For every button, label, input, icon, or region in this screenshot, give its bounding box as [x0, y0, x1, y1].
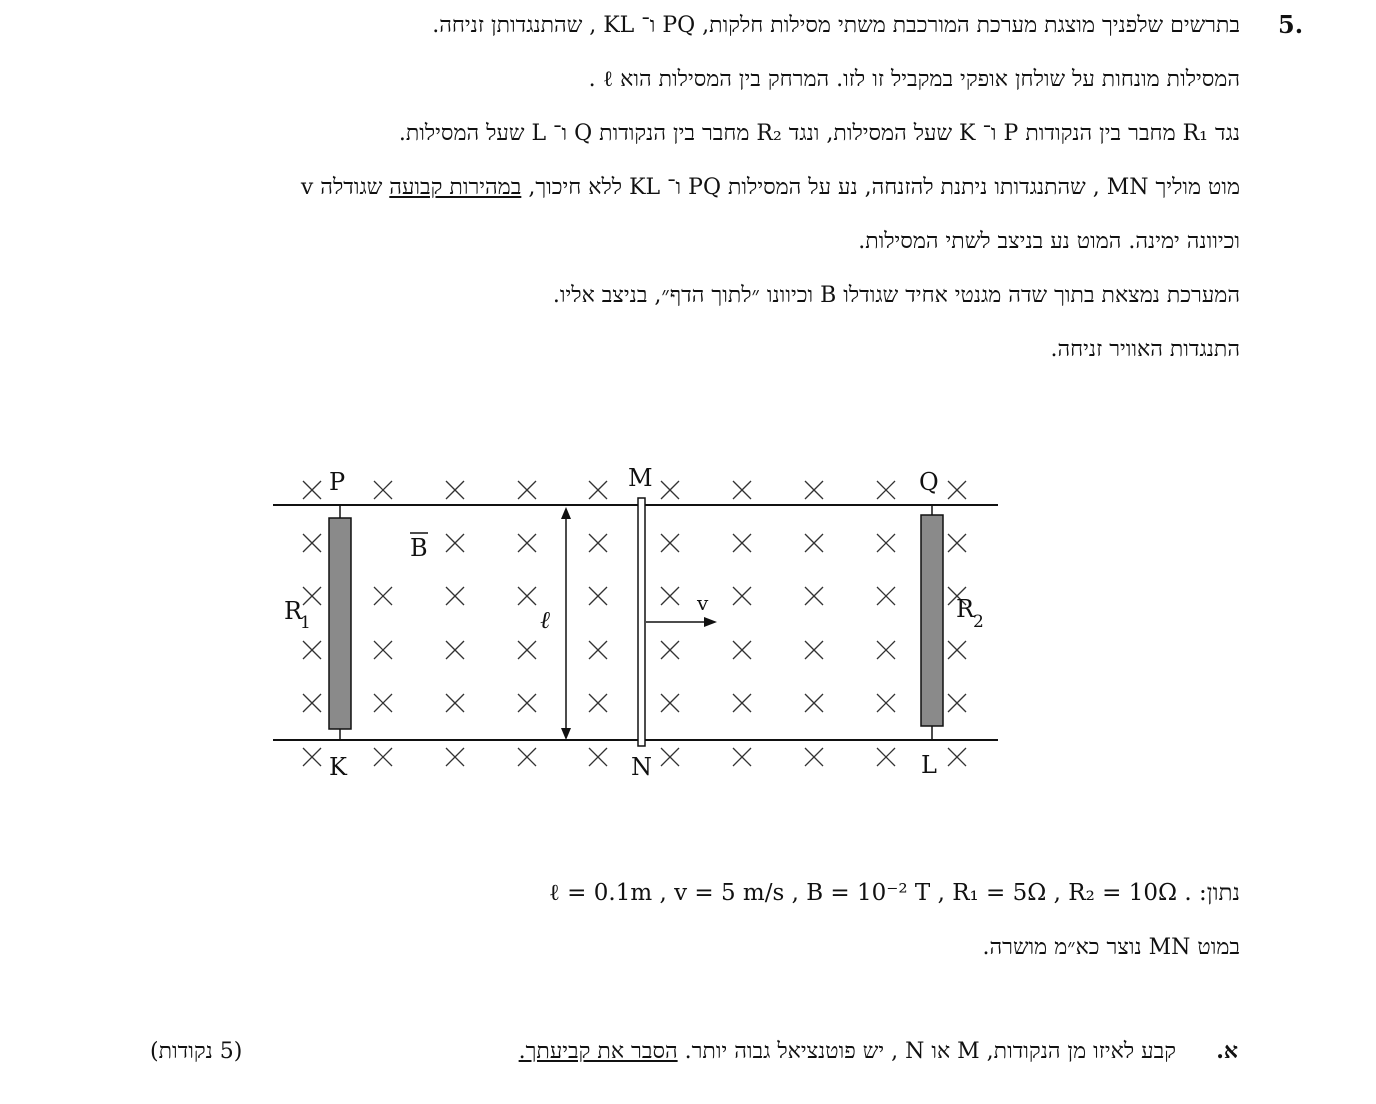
- question-line-1: בתרשים שלפניך מוצגת מערכת המורכבת משתי מסילות חלקות, PQ ו־ KL , שהתנגדותן זניחה.: [432, 13, 1240, 38]
- label-N: N: [631, 753, 652, 781]
- label-K: K: [329, 753, 347, 781]
- label-P: P: [329, 468, 346, 496]
- given-prefix: נתון:: [1198, 880, 1240, 906]
- part-a-text: קבע לאיזו מן הנקודות, M או N , יש פוטנציאל גבוה יותר.: [677, 1039, 1176, 1064]
- magnetic-field-crosses: [303, 481, 966, 766]
- label-R2: R: [956, 595, 975, 623]
- label-Q: Q: [919, 468, 939, 496]
- question-line-2: המסילות מונחות על שולחן אופקי במקביל זו לזו. המרחק בין המסילות הוא ℓ .: [588, 67, 1240, 92]
- question-line-3: נגד R₁ מחבר בין הנקודות P ו־ K שעל המסילות, ונגד R₂ מחבר בין הנקודות Q ו־ L שעל המסילות.: [398, 121, 1240, 146]
- question-line-4: וכיוונה ימינה. המוט נע בניצב לשתי המסילות.: [858, 229, 1240, 254]
- label-R1: R: [284, 597, 303, 625]
- label-M: M: [628, 464, 653, 492]
- given-values: ℓ = 0.1m , v = 5 m/s , B = 10⁻² T , R₁ = 5Ω , R₂ = 10Ω .: [548, 880, 1192, 906]
- label-length: ℓ: [540, 606, 550, 634]
- question-line-6: התנגדות האוויר זניחה.: [1050, 337, 1240, 362]
- rod-text-after: שגודלה v: [300, 175, 390, 200]
- part-a-points: (5 נקודות): [150, 1039, 243, 1064]
- question-line-5: המערכת נמצאת בתוך שדה מגנטי אחיד שגודלו B וכיוונו ״לתוך הדף״, בניצב אליו.: [552, 283, 1240, 308]
- rod-text-underlined: במהירות קבועה: [389, 175, 522, 200]
- label-L: L: [921, 751, 937, 779]
- rod-text-before: מוט מוליך MN , שהתנגדותו ניתנת להזנחה, נע על המסילות PQ ו־ KL ללא חיכוך,: [521, 175, 1240, 200]
- part-a-underlined: הסבר את קביעתך.: [518, 1039, 678, 1064]
- question-number: 5.: [1278, 10, 1304, 39]
- rod-MN: [638, 498, 645, 746]
- given-line: [549, 880, 1240, 906]
- label-velocity: v: [697, 591, 709, 615]
- part-a-question: [519, 1038, 1176, 1064]
- emf-line: במוט MN נוצר כא״מ מושרה.: [982, 935, 1240, 960]
- label-B: B: [410, 534, 428, 562]
- part-a-letter: א.: [1216, 1038, 1238, 1064]
- label-R2-subscript: 2: [973, 612, 984, 632]
- label-R1-subscript: 1: [300, 613, 311, 633]
- resistor-R1: [329, 518, 351, 729]
- resistor-R2: [921, 515, 943, 726]
